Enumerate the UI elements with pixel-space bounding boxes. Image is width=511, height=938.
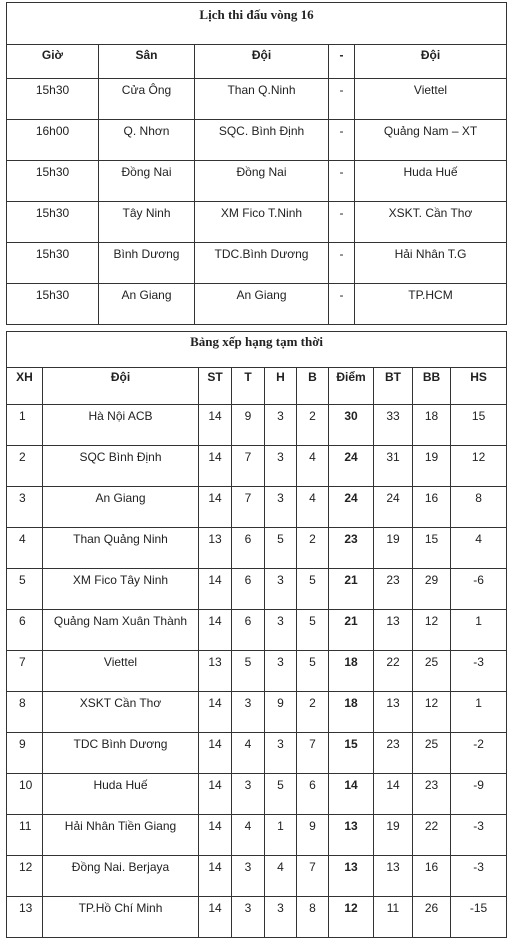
standings-row — [7, 733, 507, 774]
schedule-row — [7, 202, 507, 243]
draws: 3 — [265, 405, 297, 446]
goals-against: 23 — [413, 774, 451, 815]
match-separator: - — [329, 284, 355, 325]
matches-played: 14 — [199, 446, 232, 487]
standings-row — [7, 897, 507, 938]
losses: 8 — [297, 897, 329, 938]
rank: 6 — [7, 610, 43, 651]
team-name: Quảng Nam Xuân Thành — [43, 610, 199, 651]
rank: 1 — [7, 405, 43, 446]
losses: 4 — [297, 487, 329, 528]
wins: 4 — [232, 815, 265, 856]
match-venue: An Giang — [99, 284, 195, 325]
matches-played: 14 — [199, 774, 232, 815]
goals-for: 19 — [374, 815, 413, 856]
losses: 2 — [297, 692, 329, 733]
matches-played: 14 — [199, 569, 232, 610]
rank: 10 — [7, 774, 43, 815]
draws: 3 — [265, 487, 297, 528]
rank: 13 — [7, 897, 43, 938]
losses: 2 — [297, 528, 329, 569]
schedule-column-header: Giờ — [7, 45, 99, 79]
match-separator: - — [329, 120, 355, 161]
standings-row — [7, 569, 507, 610]
goal-difference: -3 — [451, 651, 507, 692]
away-team: Quảng Nam – XT — [355, 120, 507, 161]
away-team: TP.HCM — [355, 284, 507, 325]
standings-column-header: BT — [374, 368, 413, 405]
match-separator: - — [329, 243, 355, 284]
goals-against: 25 — [413, 733, 451, 774]
wins: 5 — [232, 651, 265, 692]
schedule-column-header: Đội — [195, 45, 329, 79]
standings-row — [7, 528, 507, 569]
matches-played: 14 — [199, 856, 232, 897]
draws: 5 — [265, 774, 297, 815]
matches-played: 13 — [199, 651, 232, 692]
points: 13 — [329, 856, 374, 897]
goal-difference: -15 — [451, 897, 507, 938]
rank: 4 — [7, 528, 43, 569]
goals-for: 31 — [374, 446, 413, 487]
schedule-row — [7, 120, 507, 161]
points: 23 — [329, 528, 374, 569]
goals-against: 26 — [413, 897, 451, 938]
home-team: Đồng Nai — [195, 161, 329, 202]
goals-for: 13 — [374, 856, 413, 897]
away-team: XSKT. Cần Thơ — [355, 202, 507, 243]
goals-for: 19 — [374, 528, 413, 569]
goal-difference: -2 — [451, 733, 507, 774]
standings-table — [6, 331, 507, 938]
home-team: XM Fico T.Ninh — [195, 202, 329, 243]
schedule-column-header: Đội — [355, 45, 507, 79]
wins: 6 — [232, 610, 265, 651]
standings-column-header: H — [265, 368, 297, 405]
draws: 3 — [265, 569, 297, 610]
schedule-row — [7, 79, 507, 120]
points: 24 — [329, 487, 374, 528]
goals-for: 23 — [374, 733, 413, 774]
goals-for: 13 — [374, 692, 413, 733]
draws: 3 — [265, 446, 297, 487]
match-separator: - — [329, 161, 355, 202]
draws: 5 — [265, 528, 297, 569]
goals-against: 15 — [413, 528, 451, 569]
match-time: 16h00 — [7, 120, 99, 161]
goals-for: 11 — [374, 897, 413, 938]
matches-played: 14 — [199, 487, 232, 528]
goal-difference: -3 — [451, 815, 507, 856]
points: 14 — [329, 774, 374, 815]
team-name: XM Fico Tây Ninh — [43, 569, 199, 610]
schedule-row — [7, 243, 507, 284]
goals-for: 14 — [374, 774, 413, 815]
goal-difference: 12 — [451, 446, 507, 487]
home-team: Than Q.Ninh — [195, 79, 329, 120]
home-team: SQC. Bình Định — [195, 120, 329, 161]
away-team: Hải Nhân T.G — [355, 243, 507, 284]
standings-row — [7, 815, 507, 856]
standings-column-header: BB — [413, 368, 451, 405]
wins: 6 — [232, 569, 265, 610]
goal-difference: -9 — [451, 774, 507, 815]
goals-for: 24 — [374, 487, 413, 528]
standings-row — [7, 651, 507, 692]
wins: 3 — [232, 692, 265, 733]
standings-column-header: ST — [199, 368, 232, 405]
standings-row — [7, 774, 507, 815]
standings-column-header: T — [232, 368, 265, 405]
team-name: Hải Nhân Tiền Giang — [43, 815, 199, 856]
rank: 8 — [7, 692, 43, 733]
goals-against: 19 — [413, 446, 451, 487]
wins: 7 — [232, 487, 265, 528]
goal-difference: -6 — [451, 569, 507, 610]
losses: 6 — [297, 774, 329, 815]
match-venue: Cửa Ông — [99, 79, 195, 120]
match-time: 15h30 — [7, 161, 99, 202]
wins: 3 — [232, 897, 265, 938]
goals-against: 22 — [413, 815, 451, 856]
goals-for: 13 — [374, 610, 413, 651]
matches-played: 14 — [199, 405, 232, 446]
draws: 3 — [265, 610, 297, 651]
draws: 1 — [265, 815, 297, 856]
match-time: 15h30 — [7, 79, 99, 120]
goals-for: 22 — [374, 651, 413, 692]
team-name: Than Quảng Ninh — [43, 528, 199, 569]
standings-row — [7, 446, 507, 487]
match-venue: Q. Nhơn — [99, 120, 195, 161]
goal-difference: 15 — [451, 405, 507, 446]
standings-column-header: HS — [451, 368, 507, 405]
rank: 3 — [7, 487, 43, 528]
losses: 7 — [297, 733, 329, 774]
match-venue: Tây Ninh — [99, 202, 195, 243]
matches-played: 14 — [199, 897, 232, 938]
standings-column-header: XH — [7, 368, 43, 405]
team-name: TDC Bình Dương — [43, 733, 199, 774]
away-team: Viettel — [355, 79, 507, 120]
match-venue: Bình Dương — [99, 243, 195, 284]
home-team: An Giang — [195, 284, 329, 325]
draws: 9 — [265, 692, 297, 733]
standings-row — [7, 610, 507, 651]
goals-against: 18 — [413, 405, 451, 446]
wins: 6 — [232, 528, 265, 569]
match-time: 15h30 — [7, 202, 99, 243]
rank: 9 — [7, 733, 43, 774]
matches-played: 14 — [199, 733, 232, 774]
home-team: TDC.Bình Dương — [195, 243, 329, 284]
team-name: XSKT Cần Thơ — [43, 692, 199, 733]
losses: 9 — [297, 815, 329, 856]
losses: 7 — [297, 856, 329, 897]
schedule-header-row — [7, 45, 507, 79]
goals-for: 33 — [374, 405, 413, 446]
standings-column-header: B — [297, 368, 329, 405]
team-name: Huda Huế — [43, 774, 199, 815]
points: 12 — [329, 897, 374, 938]
rank: 12 — [7, 856, 43, 897]
goal-difference: 8 — [451, 487, 507, 528]
standings-row — [7, 856, 507, 897]
standings-column-header: Đội — [43, 368, 199, 405]
away-team: Huda Huế — [355, 161, 507, 202]
points: 21 — [329, 569, 374, 610]
standings-row — [7, 692, 507, 733]
goal-difference: 1 — [451, 610, 507, 651]
points: 18 — [329, 651, 374, 692]
points: 13 — [329, 815, 374, 856]
standings-row — [7, 487, 507, 528]
matches-played: 14 — [199, 815, 232, 856]
schedule-title: Lịch thi đấu vòng 16 — [7, 3, 507, 45]
rank: 11 — [7, 815, 43, 856]
wins: 3 — [232, 856, 265, 897]
points: 24 — [329, 446, 374, 487]
losses: 4 — [297, 446, 329, 487]
standings-header-row — [7, 368, 507, 405]
matches-played: 14 — [199, 610, 232, 651]
points: 15 — [329, 733, 374, 774]
goals-against: 25 — [413, 651, 451, 692]
points: 21 — [329, 610, 374, 651]
points: 30 — [329, 405, 374, 446]
rank: 5 — [7, 569, 43, 610]
schedule-column-header: - — [329, 45, 355, 79]
wins: 9 — [232, 405, 265, 446]
goal-difference: -3 — [451, 856, 507, 897]
goals-against: 29 — [413, 569, 451, 610]
draws: 3 — [265, 733, 297, 774]
goal-difference: 1 — [451, 692, 507, 733]
losses: 5 — [297, 651, 329, 692]
goals-against: 16 — [413, 487, 451, 528]
schedule-row — [7, 284, 507, 325]
draws: 3 — [265, 651, 297, 692]
draws: 4 — [265, 856, 297, 897]
standings-title: Bảng xếp hạng tạm thời — [7, 332, 507, 368]
team-name: Viettel — [43, 651, 199, 692]
goals-against: 12 — [413, 692, 451, 733]
standings-row — [7, 405, 507, 446]
match-time: 15h30 — [7, 243, 99, 284]
goals-against: 16 — [413, 856, 451, 897]
team-name: Đồng Nai. Berjaya — [43, 856, 199, 897]
wins: 3 — [232, 774, 265, 815]
team-name: TP.Hồ Chí Minh — [43, 897, 199, 938]
draws: 3 — [265, 897, 297, 938]
matches-played: 14 — [199, 692, 232, 733]
goals-for: 23 — [374, 569, 413, 610]
team-name: SQC Bình Định — [43, 446, 199, 487]
rank: 2 — [7, 446, 43, 487]
schedule-table — [6, 2, 507, 325]
wins: 7 — [232, 446, 265, 487]
schedule-row — [7, 161, 507, 202]
match-separator: - — [329, 79, 355, 120]
losses: 5 — [297, 569, 329, 610]
standings-column-header: Điểm — [329, 368, 374, 405]
points: 18 — [329, 692, 374, 733]
goals-against: 12 — [413, 610, 451, 651]
team-name: An Giang — [43, 487, 199, 528]
match-time: 15h30 — [7, 284, 99, 325]
losses: 2 — [297, 405, 329, 446]
wins: 4 — [232, 733, 265, 774]
match-separator: - — [329, 202, 355, 243]
losses: 5 — [297, 610, 329, 651]
matches-played: 13 — [199, 528, 232, 569]
team-name: Hà Nội ACB — [43, 405, 199, 446]
rank: 7 — [7, 651, 43, 692]
schedule-column-header: Sân — [99, 45, 195, 79]
match-venue: Đồng Nai — [99, 161, 195, 202]
goal-difference: 4 — [451, 528, 507, 569]
